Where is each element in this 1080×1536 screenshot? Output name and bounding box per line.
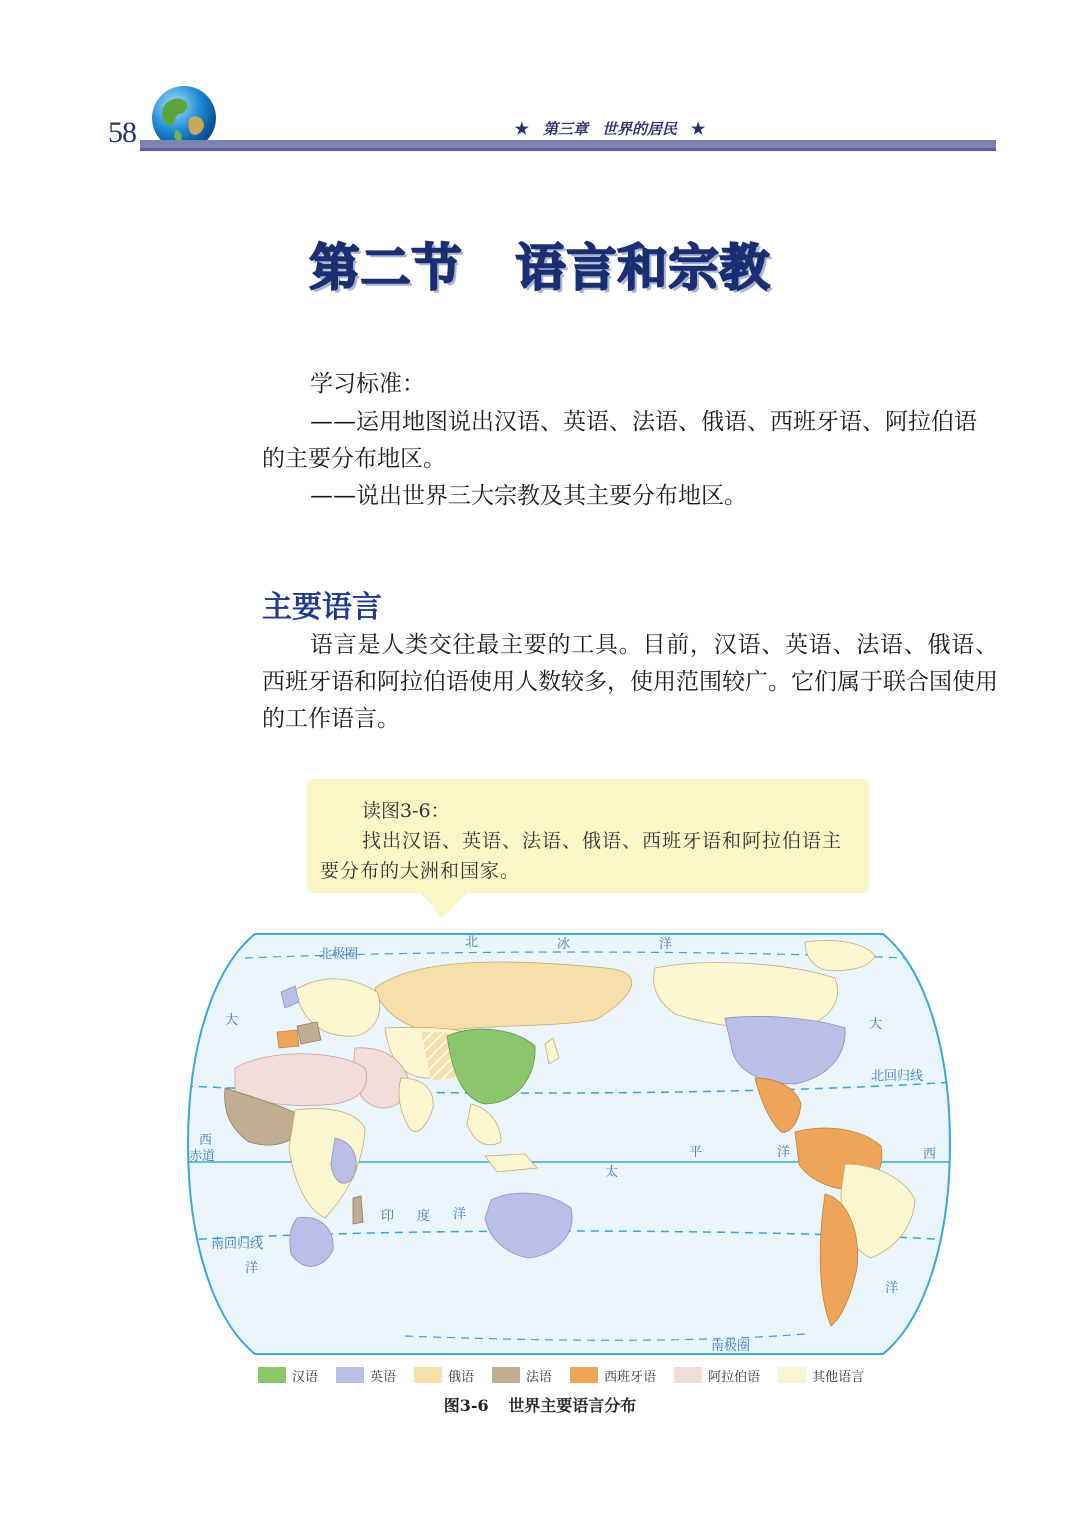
label-indian-yang: 洋 [453,1207,467,1222]
body-paragraph: 语言是人类交往最主要的工具。目前，汉语、英语、法语、俄语、西班牙语和阿拉伯语使用人数较多，使用范围较广。它们属于联合国使用的工作语言。 [262,632,998,732]
label-tropic-north: 北回归线 [871,1069,924,1084]
label-arctic-bing: 冰 [557,937,571,952]
label-indian-du: 度 [417,1209,431,1224]
legend-swatch [336,1367,364,1383]
standard-item: ——说出世界三大宗教及其主要分布地区。 [310,483,747,509]
section-title [0,228,1080,300]
label-atlantic-xi-right: 西 [923,1147,937,1162]
chapter-title: 世界的居民 [602,119,678,138]
callout-text: 找出汉语、英语、法语、俄语、西班牙语和阿拉伯语主要分布的大洲和国家。 [320,830,843,882]
section-number: 第二节 [309,239,463,297]
figure-number: 图3-6 [443,1396,489,1415]
legend-label: 其他语言 [812,1369,865,1385]
legend-label: 阿拉伯语 [708,1369,761,1385]
legend-label: 俄语 [448,1369,475,1385]
label-tropic-south: 南回归线 [211,1237,264,1252]
legend-swatch [570,1367,598,1383]
map-legend [258,1365,898,1385]
label-antarctic-circle: 南极圈 [711,1339,751,1354]
label-arctic-bei: 北 [465,935,479,950]
legend-swatch [414,1367,442,1383]
madagascar [353,1196,363,1224]
france-region [297,1022,321,1044]
spain-region [277,1030,299,1048]
legend-item [336,1366,396,1385]
legend-item [492,1366,552,1385]
label-atlantic-da: 大 [225,1013,239,1028]
standard-item: ——运用地图说出汉语、英语、法语、俄语、西班牙语、阿拉伯语的主要分布地区。 [262,409,977,472]
header-bar-shadow [140,148,996,151]
callout-label: 读图3-6： [362,800,450,822]
label-atlantic-yang-right: 洋 [885,1281,899,1296]
label-pacific-tai: 太 [605,1165,619,1180]
legend-item [674,1366,760,1385]
section-name: 语言和宗教 [515,239,771,297]
standards-heading: 学习标准： [310,371,425,397]
figure-title: 世界主要语言分布 [508,1396,637,1415]
page-number: 58 [108,116,136,149]
star-icon: ★ [691,118,706,138]
chapter-label: 第三章 [542,119,588,138]
callout-tail [420,892,468,918]
figure-caption [0,1393,1080,1416]
legend-item [414,1366,474,1385]
legend-swatch [492,1367,520,1383]
label-arctic-circle: 北极圈 [319,947,359,962]
legend-item [778,1366,864,1385]
label-indian-yin: 印 [381,1209,395,1224]
label-pacific-ping: 平 [689,1145,703,1160]
label-pacific-yang: 洋 [777,1145,791,1160]
star-icon: ★ [514,118,529,138]
running-head [480,116,740,140]
legend-swatch [778,1367,806,1383]
world-language-map [185,928,953,1360]
label-atlantic-da-right: 大 [869,1017,883,1032]
legend-label: 英语 [370,1369,397,1385]
label-arctic-yang: 洋 [659,937,673,952]
legend-swatch [258,1367,286,1383]
legend-swatch [674,1367,702,1383]
legend-item [258,1366,318,1385]
legend-label: 西班牙语 [604,1369,657,1385]
legend-item [570,1366,656,1385]
label-equator: 赤道 [189,1149,216,1164]
legend-label: 汉语 [292,1369,319,1385]
label-atlantic-yang: 洋 [245,1261,259,1276]
subsection-heading: 主要语言 [262,590,382,625]
label-atlantic-xi: 西 [199,1133,213,1148]
legend-label: 法语 [526,1369,553,1385]
